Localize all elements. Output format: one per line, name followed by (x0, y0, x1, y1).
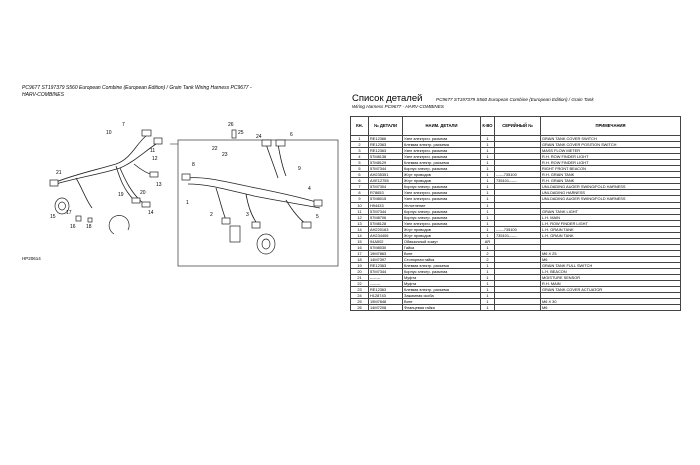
cell-kn: 2 (351, 142, 369, 148)
cell-qty: 1 (481, 269, 495, 275)
cell-notes: R.H. MAIN (541, 281, 681, 287)
cell-part-name: Винт (403, 250, 481, 256)
harness-branch (56, 136, 146, 182)
cell-qty: 1 (481, 160, 495, 166)
callout-13: 13 (156, 182, 162, 188)
cell-part-name: Зажимная скоба (403, 293, 481, 299)
cell-kn: 15 (351, 238, 369, 244)
callout-5: 5 (316, 214, 319, 220)
cell-part-no: 57M8138 (369, 154, 403, 160)
cell-part-no: 57M7344 (369, 166, 403, 172)
cell-serial: 735101------ (495, 232, 541, 238)
callout-18: 18 (86, 224, 92, 230)
cell-qty: 1 (481, 142, 495, 148)
cell-qty: 1 (481, 299, 495, 305)
cell-kn: 11 (351, 208, 369, 214)
harness-branch (76, 178, 92, 208)
cell-notes: L.H. GRAIN TANK (541, 232, 681, 238)
clamp (109, 215, 129, 234)
cell-part-name: Муфта (403, 275, 481, 281)
cell-kn: 10 (351, 202, 369, 208)
cell-part-name: Узел электрич. разъема (403, 220, 481, 226)
cell-qty: AR (481, 238, 495, 244)
cell-part-name: Фланцевая гайка (403, 305, 481, 311)
left-header-line2: HARV-COMBINES (22, 92, 64, 98)
header-part-no: № ДЕТАЛИ (369, 117, 403, 136)
callout-17: 17 (66, 210, 72, 216)
cell-part-name: Корпус электр. разъема (403, 269, 481, 275)
callout-9: 9 (298, 166, 301, 172)
cell-kn: 17 (351, 250, 369, 256)
cell-part-no: 57M8129 (369, 160, 403, 166)
cell-notes: R.H. GRAIN TANK (541, 172, 681, 178)
cell-part-no: 94A502 (369, 238, 403, 244)
cell-kn: 20 (351, 269, 369, 275)
left-harness (56, 136, 156, 208)
connector (50, 180, 58, 186)
connector (150, 172, 158, 177)
table-header-row (351, 117, 681, 136)
callout-8: 8 (192, 162, 195, 168)
cell-qty: 1 (481, 232, 495, 238)
cell-part-name: Муфта (403, 281, 481, 287)
sensor-center (262, 239, 270, 249)
cell-part-name: Клемма электр. разъема (403, 160, 481, 166)
callout-4: 4 (308, 186, 311, 192)
cell-kn: 4 (351, 154, 369, 160)
callout-1: 1 (186, 200, 189, 206)
cell-qty: 1 (481, 148, 495, 154)
parts-list-subtitle-2: Wiring Harness PC9677 - HARV-COMBINES (352, 104, 444, 109)
cell-qty: 1 (481, 172, 495, 178)
cell-kn: 16 (351, 244, 369, 250)
cell-kn: 14 (351, 226, 369, 232)
connector (252, 222, 260, 228)
callout-23: 23 (222, 152, 228, 158)
cell-part-name: Узел электрич. разъема (403, 136, 481, 142)
cell-part-no: RE12363 (369, 142, 403, 148)
cell-notes: GRAIN TANK COVER ACTUATOR (541, 287, 681, 293)
nut (76, 216, 81, 221)
header-notes: ПРИМЕЧАНИЯ (541, 117, 681, 136)
cell-part-no: 57M7344 (369, 208, 403, 214)
cell-part-no: 57M8706 (369, 214, 403, 220)
cell-notes: L.H. MAIN (541, 214, 681, 220)
cell-part-no: 57M8015 (369, 196, 403, 202)
cell-qty: 1 (481, 220, 495, 226)
cell-qty: 1 (481, 202, 495, 208)
cell-part-name: Корпус электр. разъема (403, 208, 481, 214)
cell-qty: 1 (481, 166, 495, 172)
connector (262, 140, 271, 146)
cell-part-no: RE12363 (369, 262, 403, 268)
cell-part-no: AXE12755 (369, 178, 403, 184)
cell-part-no: AH220163 (369, 226, 403, 232)
connector (142, 130, 151, 136)
cell-kn: 5 (351, 166, 369, 172)
cell-qty: 1 (481, 208, 495, 214)
cell-kn: 14 (351, 232, 369, 238)
harness-branch (56, 144, 156, 184)
harness-branch (216, 188, 226, 220)
cell-part-name: Стопорная гайка (403, 256, 481, 262)
relay-block (230, 226, 240, 242)
connector (302, 222, 311, 228)
nut (88, 218, 92, 222)
callout-3: 3 (246, 212, 249, 218)
right-connectors (182, 130, 322, 254)
cell-qty: 2 (481, 250, 495, 256)
cell-part-name: Клемма электр. разъема (403, 287, 481, 293)
cell-part-name: Корпус электр. разъема (403, 214, 481, 220)
cell-kn: 24 (351, 293, 369, 299)
cell-notes: M6 (541, 305, 681, 311)
table-row (351, 305, 681, 311)
callout-22: 22 (212, 146, 218, 152)
cell-part-name: Жгут проводов (403, 226, 481, 232)
cell-kn: 21 (351, 275, 369, 281)
cell-notes: M6 X 25 (541, 250, 681, 256)
cell-part-name: Жгут проводов (403, 232, 481, 238)
connector (154, 138, 162, 144)
cell-part-no: 14M7397 (369, 256, 403, 262)
cell-part-name: Жгут проводов (403, 178, 481, 184)
cell-part-no: RE12363 (369, 287, 403, 293)
cell-part-no: 57M8128 (369, 220, 403, 226)
connector (314, 200, 322, 206)
cell-part-no: -------- (369, 281, 403, 287)
cell-part-no: 57M8030 (369, 244, 403, 250)
left-header-line1: PC9677 ST197379 S560 European Combine (European Edition) / Grain Tank Wiring Harness PC9677 - (22, 85, 252, 91)
cell-part-name: Узел электрич. разъема (403, 154, 481, 160)
cell-part-name: Клемма электр. разъема (403, 262, 481, 268)
cell-kn: 6 (351, 172, 369, 178)
wiring-harness-diagram (16, 104, 340, 274)
callout-19: 19 (118, 192, 124, 198)
cell-qty: 1 (481, 190, 495, 196)
cell-kn: 25 (351, 299, 369, 305)
cell-part-name: Уплотнение (403, 202, 481, 208)
callout-14: 14 (148, 210, 154, 216)
cell-notes: GRAIN TANK FULL SWITCH (541, 262, 681, 268)
callout-15: 15 (50, 214, 56, 220)
cell-qty: 1 (481, 262, 495, 268)
callout-7: 7 (122, 122, 125, 128)
cell-notes: M6 X 30 (541, 299, 681, 305)
cell-part-no: 19M7848 (369, 299, 403, 305)
callout-16: 16 (70, 224, 76, 230)
cell-notes: UNLOADING AUGER SWING/FOLD HARNESS (541, 196, 681, 202)
cell-part-no: RE12363 (369, 148, 403, 154)
cell-notes: L.H. GRAIN TANK (541, 226, 681, 232)
cell-kn: 26 (351, 305, 369, 311)
cell-notes: GRAIN TANK LIGHT (541, 208, 681, 214)
cell-qty: 1 (481, 214, 495, 220)
header-part-name: НАИМ. ДЕТАЛИ (403, 117, 481, 136)
cell-notes: R.H. GRAIN TANK (541, 178, 681, 184)
cell-kn: 13 (351, 220, 369, 226)
connector (276, 140, 285, 146)
cell-serial (495, 305, 541, 311)
cell-notes: GRAIN TANK COVER SWITCH (541, 136, 681, 142)
callout-12: 12 (152, 156, 158, 162)
cell-part-no: H94433 (369, 202, 403, 208)
cell-qty: 2 (481, 256, 495, 262)
cell-kn: 12 (351, 214, 369, 220)
parts-table (350, 116, 681, 311)
cell-part-name: Узел электрич. разъема (403, 196, 481, 202)
cell-qty: 1 (481, 154, 495, 160)
cell-part-name: Узел электрич. разъема (403, 148, 481, 154)
cell-notes: L.H. ROW FINDER LIGHT (541, 220, 681, 226)
cell-notes: R.H. ROW FINDER LIGHT (541, 160, 681, 166)
cell-part-name: Жгут проводов (403, 172, 481, 178)
cell-qty: 1 (481, 136, 495, 142)
cell-part-no: 19M7863 (369, 250, 403, 256)
cell-qty: 1 (481, 293, 495, 299)
cell-qty: 1 (481, 305, 495, 311)
header-qty: К-ВО (481, 117, 495, 136)
cell-kn: 5 (351, 160, 369, 166)
cell-qty: 1 (481, 226, 495, 232)
cell-part-no: 57M7344 (369, 269, 403, 275)
callout-11: 11 (150, 148, 156, 154)
cell-part-no: 14M7208 (369, 305, 403, 311)
cell-kn: 8 (351, 190, 369, 196)
header-kn: КН. (351, 117, 369, 136)
cell-part-no: AH235351 (369, 172, 403, 178)
cell-kn: 3 (351, 148, 369, 154)
cell-notes: UNLOADING AUGER SWING/FOLD HARNESS (541, 184, 681, 190)
cell-notes: R.H. ROW FINDER LIGHT (541, 154, 681, 160)
callout-2: 2 (210, 212, 213, 218)
harness-branch (266, 144, 278, 178)
header-serial: СЕРИЙНЫЙ № (495, 117, 541, 136)
grommet-center (59, 202, 66, 210)
cell-kn: 23 (351, 287, 369, 293)
cell-kn: 9 (351, 196, 369, 202)
cell-kn: 18 (351, 256, 369, 262)
callout-26: 26 (228, 122, 234, 128)
cell-notes: UNLOADING HARNESS (541, 190, 681, 196)
cell-serial: ------735100 (495, 172, 541, 178)
cell-part-name: Винт (403, 299, 481, 305)
callout-24: 24 (256, 134, 262, 140)
connector (222, 218, 230, 224)
cell-part-no: -------- (369, 275, 403, 281)
parts-table-body (351, 136, 681, 311)
cell-serial: 735101------ (495, 178, 541, 184)
connector (142, 202, 150, 207)
cell-kn: 19 (351, 262, 369, 268)
cell-part-no: AH234406 (369, 232, 403, 238)
cell-qty: 1 (481, 178, 495, 184)
cell-qty: 1 (481, 275, 495, 281)
harness-branch (186, 178, 316, 202)
cell-part-name: Обвязочный хомут (403, 238, 481, 244)
cell-kn: 7 (351, 184, 369, 190)
bolt (232, 130, 236, 138)
cell-qty: 1 (481, 196, 495, 202)
left-connectors (50, 130, 162, 234)
cell-notes: RIGHT FRONT BEACON (541, 166, 681, 172)
cell-notes: GRAIN TANK COVER POSITION SWITCH (541, 142, 681, 148)
callout-21: 21 (56, 170, 62, 176)
callout-6: 6 (290, 132, 293, 138)
cell-qty: 1 (481, 281, 495, 287)
cell-qty: 1 (481, 287, 495, 293)
cell-notes: MOISTURE SENSOR (541, 275, 681, 281)
cell-serial: ------735100 (495, 226, 541, 232)
callout-10: 10 (106, 130, 112, 136)
cell-part-name: Узел электрич. разъема (403, 190, 481, 196)
cell-part-name: Клемма электр. разъема (403, 142, 481, 148)
harness-branch (278, 144, 286, 176)
cell-part-name: Корпус электр. разъема (403, 166, 481, 172)
cell-kn: 1 (351, 136, 369, 142)
cell-part-name: Гайка (403, 244, 481, 250)
cell-part-name: Корпус электр. разъема (403, 184, 481, 190)
cell-part-no: RE12366 (369, 136, 403, 142)
cell-part-no: 57M7304 (369, 184, 403, 190)
cell-kn: 6 (351, 178, 369, 184)
cell-part-no: R78653 (369, 190, 403, 196)
cell-notes: M6 (541, 256, 681, 262)
connector (132, 198, 140, 203)
cell-qty: 1 (481, 244, 495, 250)
cell-part-no: H128743 (369, 293, 403, 299)
connector (182, 174, 190, 180)
diagram-ref: HP20614 (22, 256, 41, 261)
cell-notes: MASS FLOW METER (541, 148, 681, 154)
parts-list-title: Список деталей (352, 93, 423, 104)
cell-notes: L.H. BEACON (541, 269, 681, 275)
parts-list-subtitle-1: PC9677 ST197379 S560 European Combine (European Edition) / Grain Tank (436, 97, 594, 102)
right-harness (186, 144, 320, 224)
callout-20: 20 (140, 190, 146, 196)
cell-kn: 22 (351, 281, 369, 287)
callout-25: 25 (238, 130, 244, 136)
cell-qty: 1 (481, 184, 495, 190)
